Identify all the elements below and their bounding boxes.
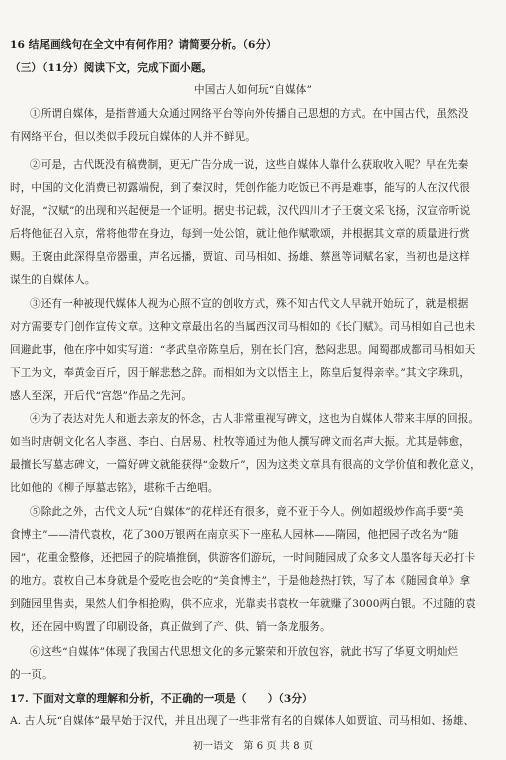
paragraph-line: 枚，还在园中购置了印刷设备，真正做到了产、供、销一条龙服务。 (10, 621, 331, 633)
paragraph-line: 的地方。袁枚自己本身就是个爱吃也会吃的“美食博主”，于是他趁热打铁，写了本《随园食单》拿 (10, 575, 471, 587)
page-footer: 初一语文 第 6 页 共 8 页 (192, 741, 314, 752)
paragraph-line: 时，中国的文化消费已初露端倪，到了秦汉时，凭创作能力吃饭已不再是难事，能写的人在汉代很 (10, 182, 470, 194)
paragraph-line: 比如他的《柳子厚墓志铭》，堪称千古绝唱。 (10, 482, 219, 494)
paragraph-line: 赐。王褒由此深得皇帝器重，声名远播，贾谊、司马相如、扬雄、蔡邕等词赋名家，当初也是这样 (10, 251, 470, 263)
paragraph-line: ③还有一种被现代媒体人视为心照不宣的创收方式，殊不知古代文人早就开始玩了，就是根据 (30, 298, 469, 310)
article-title: 中国古人如何玩“自媒体” (194, 84, 312, 96)
paragraph-line: ⑤除此之外，古代文人玩“自媒体”的花样还有很多，竟不亚于今人。例如超级炒作高手要“美 (30, 506, 464, 518)
paragraph-line: 回避此事，他在序中如实写道：“孝武皇帝陈皇后，别在长门宫，愁闷悲思。闻蜀郡成都司马相如天 (10, 344, 476, 356)
paragraph-line: 好混，“汉赋”的出现和兴起便是一个证明。据史书记载，汉代四川才子王褒文采飞扬，汉宣帝听说 (10, 205, 471, 217)
paragraph-line: 食博主”——清代袁枚，花了300万银两在南京买下一座私人园林——隋园，他把园子改名为“随 (10, 529, 459, 541)
question-16: 16 结尾画线句在全文中有何作用？请简要分析。（6分） (10, 39, 277, 51)
paragraph-line: 感人至深，开后代“宫怨”作品之先河。 (10, 390, 193, 402)
paragraph-line: 对方需要专门创作宣传文章。这种文章最出名的当属西汉司马相如的《长门赋》。司马相如自己也未 (10, 321, 476, 333)
paragraph-line: 有网络平台，但以类似手段玩自媒体的人并不鲜见。 (10, 131, 256, 143)
paragraph-line: 如当时唐朝文化名人李邕、李白、白居易、杜牧等通过为他人撰写碑文而名声大振。尤其是韩愈， (10, 436, 470, 448)
paragraph-line: 到随园里售卖，果然人们争相抢购，供不应求，光靠卖书袁枚一年就赚了3000两白银。不过随的袁 (10, 598, 476, 610)
question-17: 17. 下面对文章的理解和分析，不正确的一项是（ ）（3分） (10, 693, 313, 705)
paragraph-line: 的一页。 (10, 669, 53, 681)
paragraph-line: 最擅长写墓志碑文，一篇好碑文就能获得“金数斤”，因为这类文章具有很高的文学价值和教化意义， (10, 459, 481, 471)
paragraph-line: ①所谓自媒体，是指普通大众通过网络平台等向外传播自己思想的方式。在中国古代，虽然没 (30, 108, 469, 120)
paragraph-line: 后将他征召入京，常将他带在身边，每到一处公馆，就让他作赋歌颂，并根据其文章的质量进行赏 (10, 228, 470, 240)
paragraph-line: ⑥这些“自媒体”体现了我国古代思想文化的多元繁荣和开放包容，就此书写了华夏文明灿烂 (30, 646, 459, 658)
paragraph-line: ④为了表达对先人和逝去亲友的怀念，古人非常重视写碑文，这也为自媒体人带来丰厚的回报。 (30, 413, 480, 425)
paragraph-line: ②可是，古代既没有稿费制，更无广告分成一说，这些自媒体人靠什么获取收入呢？早在先秦 (30, 159, 469, 171)
paragraph-line: 园”，花重金整修，还把园子的院墙推倒，供游客们游玩，一时间随园成了众多文人墨客每天必打卡 (10, 552, 476, 564)
paragraph-line: 下工为文，奉黄金百斤，因于解悲愁之辞。而相如为文以悟主上，陈皇后复得亲幸。”其文字珠玑， (10, 367, 471, 379)
section-3-heading: （三）（11分）阅读下文，完成下面小题。 (10, 62, 213, 74)
option-a: A. 古人玩“自媒体”最早始于汉代，并且出现了一些非常有名的自媒体人如贾谊、司马相如、扬雄、 (10, 715, 475, 727)
paragraph-line: 谋生的自媒体人。 (10, 274, 96, 286)
